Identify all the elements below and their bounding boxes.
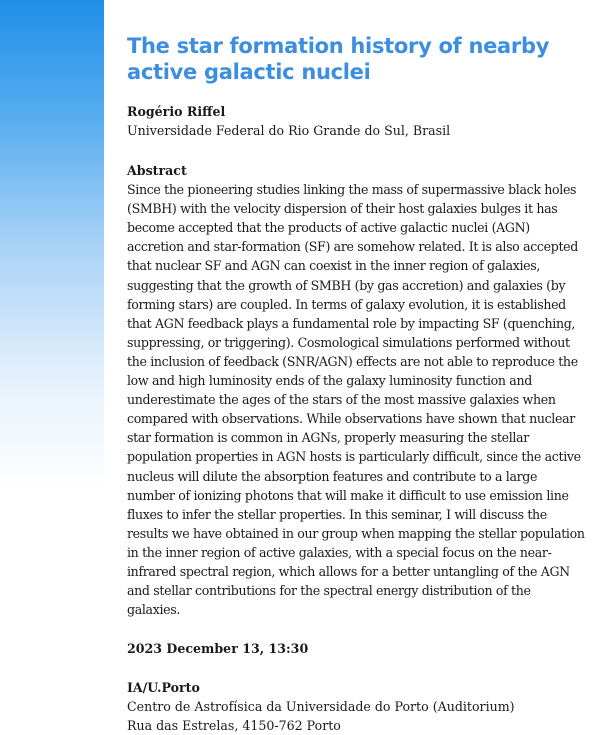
- abstract-section: [127, 161, 585, 619]
- venue-name: IA/U.Porto: [127, 680, 200, 696]
- abstract-heading: Abstract: [127, 163, 187, 178]
- author-block: [127, 102, 585, 140]
- abstract-text: Since the pioneering studies linking the mass of supermassive black holes (SMBH) with the velocity dispersion of their host galaxies bulges it has become accepted that the products of active galactic nuclei (AGN) accretion and star-formation (SF) are somehow related. It is also accepted that nuclear SF and AGN can coexist in the inner region of galaxies, suggesting that the growth of SMBH (by gas accretion) and galaxies (by forming stars) are coupled. In terms of galaxy evolution, it is established that AGN feedback plays a fundamental role by impacting SF (quenching, suppressing, or triggering). Cosmological simulations performed without the inclusion of feedback (SNR/AGN) effects are not able to reproduce the low and high luminosity ends of the galaxy luminosity function and underestimate the ages of the stars of the most massive galaxies when compared with observations. While observations have shown that nuclear star formation is common in AGNs, properly measuring the stellar population properties in AGN hosts is particularly difficult, since the active nucleus will dilute the absorption features and contribute to a large number of ionizing photons that will make it difficult to use emission line fluxes to infer the stellar properties. In this seminar, I will discuss the results we have obtained in our group when mapping the stellar population in the inner region of active galaxies, with a special focus on the near-infrared spectral region, which allows for a better untangling of the AGN and stellar contributions for the spectral energy distribution of the galaxies.: [127, 182, 585, 618]
- venue-building: Centro de Astrofísica da Universidade do Porto (Auditorium): [127, 699, 515, 715]
- decorative-gradient-band: [0, 0, 104, 685]
- venue-address: Rua das Estrelas, 4150-762 Porto: [127, 718, 341, 734]
- seminar-content: [127, 33, 585, 735]
- venue-block: [127, 678, 585, 735]
- seminar-date: 2023 December 13, 13:30: [127, 641, 309, 657]
- author-affiliation: Universidade Federal do Rio Grande do Sul, Brasil: [127, 123, 451, 138]
- author-name: Rogério Riffel: [127, 104, 226, 119]
- seminar-title: The star formation history of nearby active galactic nuclei: [127, 34, 550, 84]
